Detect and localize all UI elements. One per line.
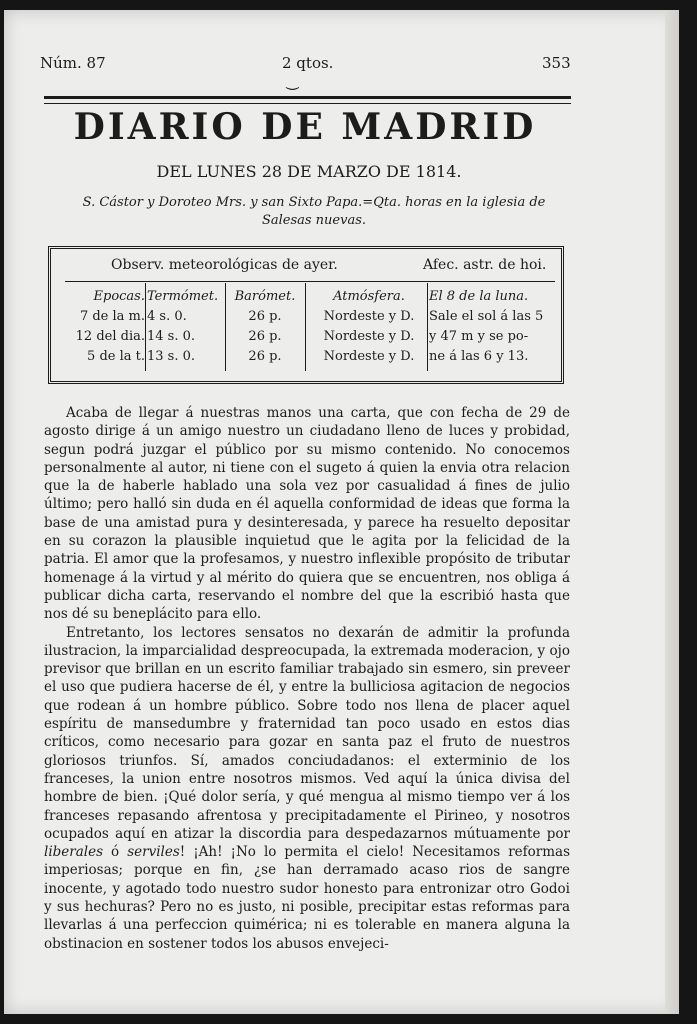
paragraph: Entretanto, los lectores sensatos no dexarán de admitir la profunda ilustracion, la imparcialidad despreocupada, la extremada moderacion, y ojo previsor que brillan en un escrito familiar trabajado sin esmero, sin preveer el uso que pudiera hacerse de él, y entre la bulliciosa agitacion de negocios que rodean á un hombre público. Sobre todo nos llena de placer aquel espíritu de mansedumbre y fraternidad tan poco usado en estos dias críticos, como necesario para gozar en santa paz el fruto de nuestros gloriosos triunfos. Sí, amados conciudadanos: el exterminio de los franceses, la union entre nosotros mismos. Ved aquí la única divisa del hombre de bien. ¡Qué dolor sería, y qué mengua al mismo tiempo ver á los franceses repasando afrentosa y precipitadamente el Pirineo, y nosotros ocupados aquí en atizar la discordia para despedazarnos mútuamente por liberales ó serviles! ¡Ah! ¡No lo permita el cielo! Necesitamos reformas imperiosas; porque en fin, ¿se han derramado acaso rios de sangre inocente, y agotado todo nuestro sudor honesto para entronizar otro Godoi y sus hechuras? Pero no es justo, ni posible, precipitar estas reformas para llevarlas á una perfeccion quimérica; ni es tolerable en manera alguna la obstinacion en sostener todos los abusos envejeci- <box>44 624 571 952</box>
table-rule <box>65 281 555 282</box>
col-barometro: Barómet. 26 p. 26 p. 26 p. <box>234 289 296 364</box>
newspaper-page <box>4 10 679 1014</box>
header-rule <box>44 96 571 104</box>
col-astro: El 8 de la luna. Sale el sol á las 5 y 47 m y se po- ne á las 6 y 13. <box>429 289 544 364</box>
price: 2 qtos. <box>282 54 334 72</box>
masthead-title: DIARIO DE MADRID <box>73 106 537 148</box>
weather-table <box>48 246 564 384</box>
issue-date: DEL LUNES 28 DE MARZO DE 1814. <box>156 162 462 181</box>
page-number: 353 <box>542 54 571 72</box>
brace-ornament: ⏝ <box>286 74 300 90</box>
issue-number: Núm. 87 <box>40 54 106 72</box>
page-edge <box>665 10 679 1014</box>
weather-heading: Observ. meteorológicas de ayer. <box>111 257 338 273</box>
col-divider <box>225 283 226 371</box>
col-divider <box>145 283 146 371</box>
astro-heading: Afec. astr. de hoi. <box>423 257 547 273</box>
col-divider <box>305 283 306 371</box>
col-termometro: Termómet. 4 s. 0. 14 s. 0. 13 s. 0. <box>147 289 219 364</box>
article-body <box>44 404 570 953</box>
col-epocas: Epocas. 7 de la m. 12 del dia. 5 de la t. <box>75 289 145 364</box>
paragraph: Acaba de llegar á nuestras manos una carta, que con fecha de 29 de agosto dirige á un amigo nuestro un ciudadano lleno de luces y probidad, segun podrá juzgar el público por su mismo contenido. No conocemos personalmente al autor, ni tiene con el sugeto á quien la envia otra relacion que la de haberle hablado una sola vez por casualidad á fines de julio último; pero halló sin duda en él aquella conformidad de ideas que forma la base de una amistad pura y desinteresada, y parece ha resuelto depositar en su corazon la plausible inquietud que le agita por la felicidad de la patria. El amor que la profesamos, y nuestro inflexible propósito de tributar homenage á la virtud y al mérito do quiera que se encuentren, nos obliga á publicar dicha carta, reservando el nombre del que la escribió hasta que nos dé su beneplácito para ello. <box>44 405 570 623</box>
saints-of-day: S. Cástor y Doroteo Mrs. y san Sixto Papa.=Qta. horas en la iglesia de Salesas nuevas. <box>82 195 546 228</box>
col-atmosfera: Atmósfera. Nordeste y D. Nordeste y D. Nordeste y D. <box>323 289 415 364</box>
